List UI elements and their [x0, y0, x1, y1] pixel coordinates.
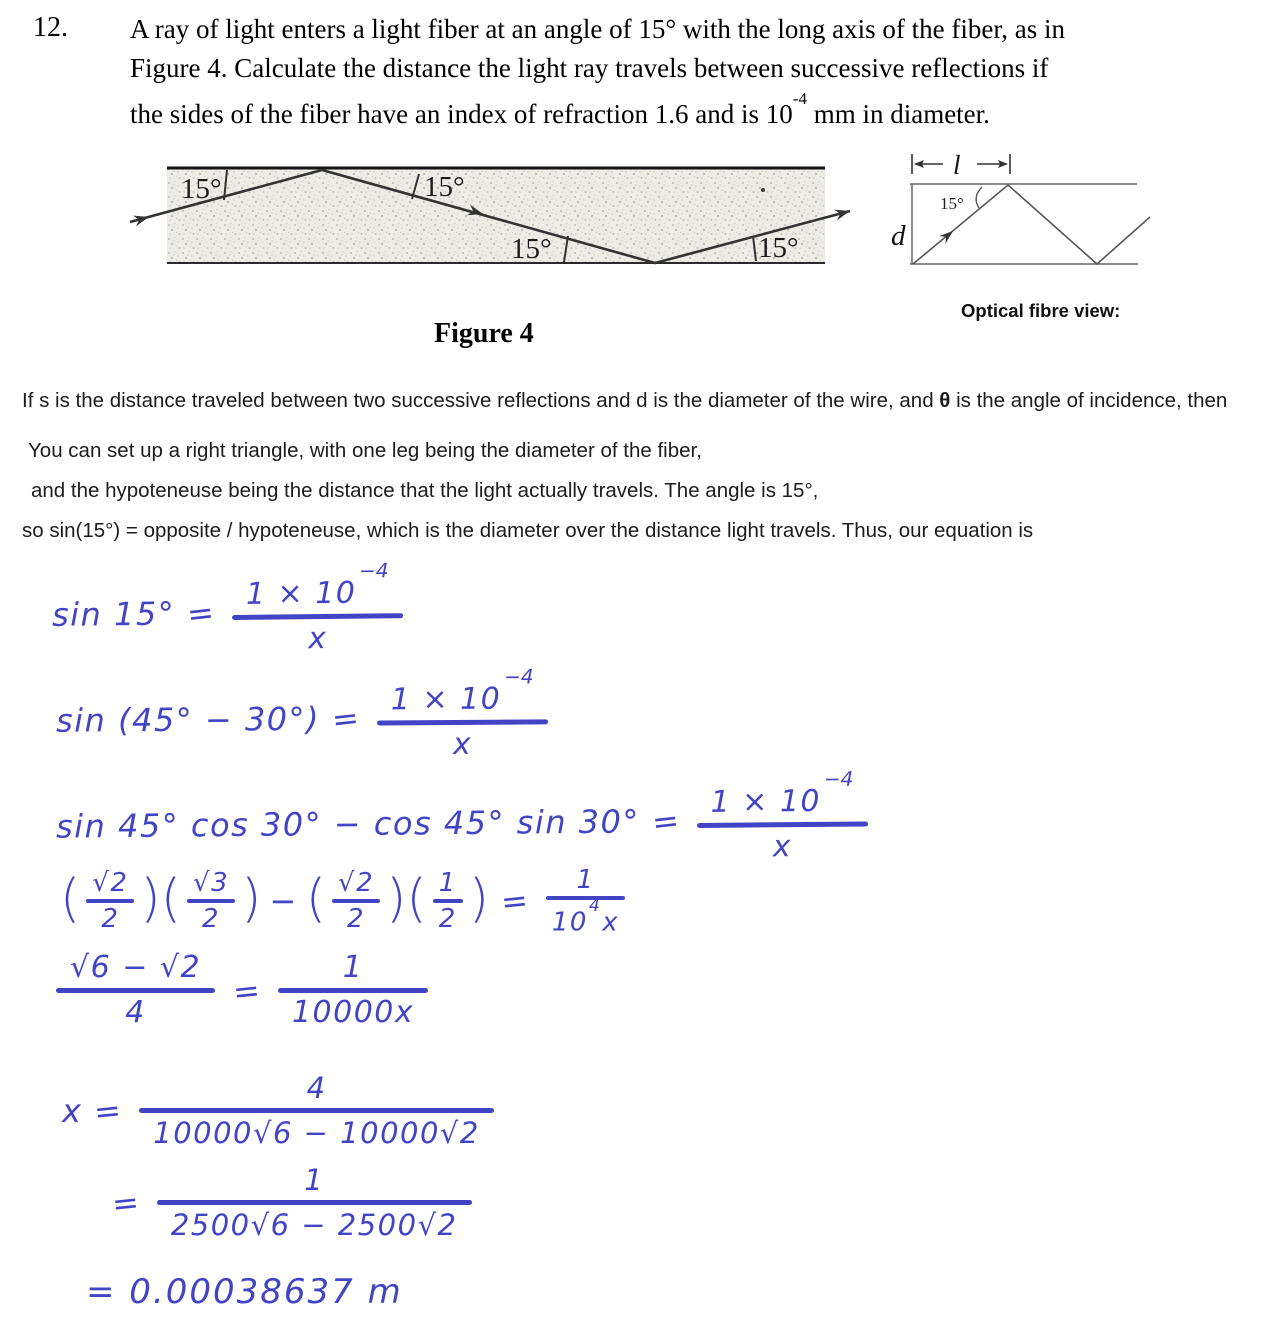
denominator-variable: x [602, 907, 620, 938]
numerator-base: 1 × 10 [710, 783, 822, 820]
numerator: 4 [306, 1071, 327, 1105]
fraction [546, 864, 625, 939]
side-view-figure [885, 145, 1185, 325]
variable-x: x [62, 1091, 83, 1130]
numerator: 1 [438, 868, 457, 899]
numerator: √2 [92, 868, 129, 899]
hand-equation-sin45-30 [55, 664, 555, 767]
denominator: x [452, 726, 473, 762]
fraction [332, 867, 380, 935]
denominator-base: 10 [551, 907, 588, 938]
solution-line-3: and the hypoteneuse being the distance that the light actually travels. The angle is 15°, [31, 479, 819, 502]
solution-line-2: You can set up a right triangle, with one leg being the diameter of the fiber, [28, 439, 702, 462]
hand-equation-simplified [50, 948, 434, 1033]
angle-label-1: 15° [181, 173, 222, 205]
equals-sign: = [499, 881, 530, 922]
fraction [157, 1160, 472, 1245]
solution-line-1-end: is the angle of incidence, then [950, 389, 1228, 412]
numerator: √3 [193, 868, 230, 899]
solution-line-4: so sin(15°) = opposite / hypoteneuse, which is the diameter over the distance light travels. Thus, our equation is [22, 519, 1034, 542]
hand-lhs: sin (45° − 30°) [55, 699, 321, 740]
open-paren: ( [406, 869, 427, 930]
fraction [86, 867, 134, 935]
stray-mark [761, 188, 765, 192]
diameter-label: d [891, 220, 906, 252]
equals-sign: = [231, 970, 262, 1011]
problem-line-1: A ray of light enters a light fiber at an angle of 15° with the long axis of the fiber, as in [130, 14, 1065, 44]
angle-label-3: 15° [511, 233, 552, 265]
numerator-exponent: −4 [823, 766, 854, 791]
denominator: 4 [125, 995, 146, 1030]
problem-line-3-end: mm in diameter. [806, 99, 990, 129]
numerator: 1 [342, 950, 364, 985]
hand-equation-exact-values [60, 864, 631, 939]
hand-reduced-fraction [100, 1160, 478, 1245]
hand-equation-angle-difference [55, 766, 875, 873]
open-paren: ( [160, 869, 181, 930]
denominator-exponent: 4 [588, 896, 602, 916]
numerator-exponent: −4 [504, 664, 534, 689]
numerator [232, 558, 403, 615]
fraction [232, 558, 404, 660]
fraction [433, 867, 463, 935]
problem-line-3 [130, 88, 1255, 134]
open-paren: ( [60, 869, 81, 930]
equals-sign: = [185, 592, 217, 634]
numerator-base: 1 × 10 [390, 681, 502, 718]
numerator-base: 1 × 10 [245, 575, 357, 612]
equals-sign: = [92, 1090, 124, 1131]
angle-label-2: 15° [424, 171, 465, 203]
hand-final-answer: = 0.00038637 m [86, 1272, 403, 1312]
numerator: 1 [304, 1163, 325, 1197]
close-paren: ) [468, 869, 490, 930]
hand-lhs: sin 15° [51, 594, 176, 634]
denominator: 2 [347, 904, 366, 935]
problem-line-2: Figure 4. Calculate the distance the light ray travels between successive reflections if [130, 53, 1049, 83]
minus-sign: − [269, 882, 298, 921]
equals-sign: = [649, 800, 681, 842]
fraction [56, 948, 215, 1033]
problem-line-3-text: the sides of the fiber have an index of refraction 1.6 and is 10 [130, 99, 793, 129]
fraction [278, 948, 428, 1033]
solution-line-1-start: If s is the distance traveled between two successive reflections and d is the diameter of the wire, and [22, 389, 940, 412]
exponent-superscript: -4 [792, 89, 807, 108]
numerator: √2 [338, 868, 375, 899]
denominator: 2 [438, 904, 457, 935]
hand-equation-sin15 [51, 558, 410, 662]
fraction [187, 867, 235, 935]
theta-symbol: θ [939, 389, 951, 412]
equals-sign: = [330, 698, 361, 740]
open-paren: ( [305, 869, 327, 930]
close-paren: ) [386, 869, 407, 930]
numerator [377, 664, 548, 720]
figure-caption: Figure 4 [434, 318, 534, 349]
equals-sign: = [110, 1182, 141, 1223]
denominator: 2500√6 − 2500√2 [170, 1208, 458, 1242]
fraction [696, 766, 868, 867]
fraction [139, 1068, 494, 1153]
problem-number: 12. [33, 12, 68, 43]
length-dimension [912, 150, 1010, 180]
hand-solve-for-x [62, 1068, 500, 1153]
denominator: 2 [101, 904, 120, 935]
problem-statement [130, 10, 1255, 134]
numerator: 1 [576, 865, 595, 895]
close-paren: ) [241, 869, 262, 930]
fraction [377, 664, 549, 765]
solution-line-1 [22, 389, 1227, 413]
numerator-exponent: −4 [358, 558, 389, 583]
denominator: 2 [202, 904, 221, 935]
close-paren: ) [140, 869, 161, 930]
denominator: x [307, 620, 328, 657]
fiber-figure [125, 152, 865, 277]
length-label: l [953, 150, 961, 180]
ray-arrowhead-exit-icon [834, 206, 851, 221]
numerator: √6 − √2 [70, 950, 202, 985]
denominator: 10000√6 − 10000√2 [153, 1116, 480, 1150]
numerator [696, 766, 867, 822]
angle-label: 15° [940, 194, 964, 213]
side-view-caption: Optical fibre view: [961, 300, 1121, 321]
angle-arc [976, 187, 982, 208]
denominator: x [772, 829, 793, 865]
angle-label-4: 15° [758, 232, 799, 264]
hand-lhs: sin 45° cos 30° − cos 45° sin 30° [55, 802, 641, 846]
fiber-texture [167, 168, 825, 263]
denominator [546, 896, 625, 939]
ray-arrowhead-entry-icon [133, 212, 150, 227]
denominator: 10000x [291, 995, 415, 1030]
